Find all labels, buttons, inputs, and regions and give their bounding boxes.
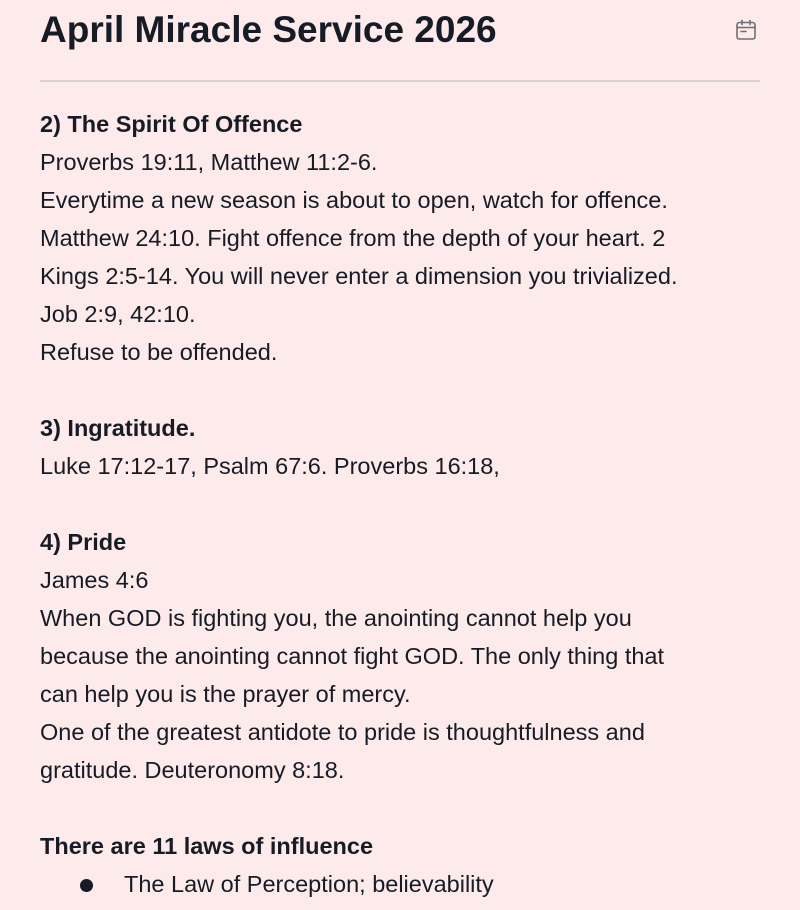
body-line: Kings 2:5-14. You will never enter a dimension you trivialized.: [40, 263, 678, 289]
body-line: Proverbs 19:11, Matthew 11:2-6.: [40, 149, 378, 175]
section-heading-ingratitude: 3) Ingratitude.: [40, 415, 196, 441]
body-line: Refuse to be offended.: [40, 339, 278, 365]
title-divider: [40, 80, 760, 82]
body-line: Matthew 24:10. Fight offence from the depth of your heart. 2: [40, 225, 666, 251]
body-line: gratitude. Deuteronomy 8:18.: [40, 757, 345, 783]
note-title: April Miracle Service 2026: [40, 9, 497, 50]
body-line: Luke 17:12-17, Psalm 67:6. Proverbs 16:18,: [40, 453, 500, 479]
note-body[interactable]: [40, 105, 760, 903]
blank-line: [40, 371, 760, 409]
body-line: When GOD is fighting you, the anointing cannot help you: [40, 605, 632, 631]
body-line: Job 2:9, 42:10.: [40, 301, 196, 327]
section-heading-influence: There are 11 laws of influence: [40, 833, 374, 859]
body-line: because the anointing cannot fight GOD. The only thing that: [40, 643, 665, 669]
blank-line: [40, 789, 760, 827]
section-heading-offence: 2) The Spirit Of Offence: [40, 111, 303, 137]
section-heading-pride: 4) Pride: [40, 529, 127, 555]
calendar-icon[interactable]: [734, 18, 758, 42]
body-line: Everytime a new season is about to open, watch for offence.: [40, 187, 668, 213]
body-line: One of the greatest antidote to pride is thoughtfulness and: [40, 719, 645, 745]
body-line: James 4:6: [40, 567, 149, 593]
body-line: can help you is the prayer of mercy.: [40, 681, 411, 707]
blank-line: [40, 485, 760, 523]
list-item-text: The Law of Perception; believability: [124, 871, 494, 897]
bullet-icon: [80, 879, 93, 892]
list-item: [40, 865, 760, 903]
